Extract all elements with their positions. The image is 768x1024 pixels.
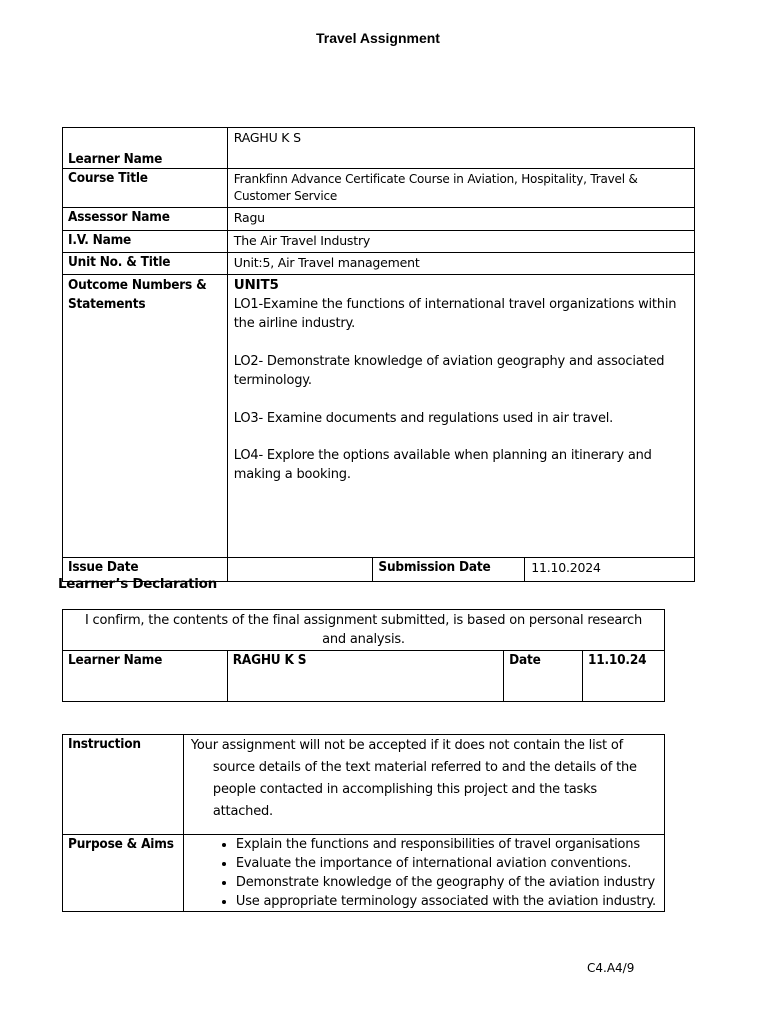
unit-value: Unit:5, Air Travel management xyxy=(227,253,694,275)
instruction-label: Instruction xyxy=(63,735,184,835)
course-title-label: Course Title xyxy=(63,169,228,208)
outcome-lo2: LO2- Demonstrate knowledge of aviation geography and associated terminology. xyxy=(233,354,665,388)
iv-name-label: I.V. Name xyxy=(63,231,228,253)
instruction-table xyxy=(62,734,665,912)
declaration-statement: I confirm, the contents of the final assignment submitted, is based on personal research and analysis. xyxy=(63,610,665,651)
instruction-text: Your assignment will not be accepted if it does not contain the list of source details of the text material referred to and the details of the people contacted in accomplishing this project and the tasks attached. xyxy=(190,738,637,819)
instruction-text-cell xyxy=(183,735,664,835)
aim-item: • Evaluate the importance of international aviation conventions. xyxy=(236,854,664,873)
declaration-table xyxy=(62,609,665,702)
iv-name-value: The Air Travel Industry xyxy=(227,231,694,253)
purpose-aims-label: Purpose & Aims xyxy=(63,835,184,912)
aim-item: • Demonstrate knowledge of the geography of the aviation industry xyxy=(236,873,664,892)
declaration-learner-name-label: Learner Name xyxy=(63,651,228,702)
learner-name-value: RAGHU K S xyxy=(227,128,694,169)
purpose-aims-cell xyxy=(183,835,664,912)
outcome-lo3: LO3- Examine documents and regulations used in air travel. xyxy=(233,411,614,426)
assessor-name-value: Ragu xyxy=(227,208,694,231)
course-title-value: Frankfinn Advance Certificate Course in Aviation, Hospitality, Travel & Customer Service xyxy=(227,169,694,208)
learner-name-label: Learner Name xyxy=(63,128,228,169)
submission-date-label: Submission Date xyxy=(373,558,525,582)
declaration-learner-name-value: RAGHU K S xyxy=(227,651,503,702)
aims-list xyxy=(184,835,664,911)
declaration-date-label: Date xyxy=(504,651,583,702)
declaration-date-value: 11.10.24 xyxy=(583,651,665,702)
unit-label: Unit No. & Title xyxy=(63,253,228,275)
footer-code: C4.A4/9 xyxy=(587,961,635,975)
assessor-name-label: Assessor Name xyxy=(63,208,228,231)
aim-item: • Explain the functions and responsibilities of travel organisations xyxy=(236,835,664,854)
outcome-statements xyxy=(227,275,694,558)
aim-item: • Use appropriate terminology associated with the aviation industry. xyxy=(236,892,664,911)
submission-date-value: 11.10.2024 xyxy=(525,558,695,582)
outcome-lo4: LO4- Explore the options available when planning an itinerary and making a booking. xyxy=(233,448,652,482)
outcome-label: Outcome Numbers & Statements xyxy=(63,275,228,558)
issue-date-label: Issue Date xyxy=(63,558,228,582)
document-title: Travel Assignment xyxy=(316,30,440,46)
issue-date-value xyxy=(227,558,373,582)
assignment-details-table xyxy=(62,127,695,582)
declaration-heading: Learner’s Declaration xyxy=(58,576,217,592)
outcome-lo1: LO1-Examine the functions of international travel organizations within the airline industry. xyxy=(233,297,677,331)
outcome-unit: UNIT5 xyxy=(233,277,279,293)
